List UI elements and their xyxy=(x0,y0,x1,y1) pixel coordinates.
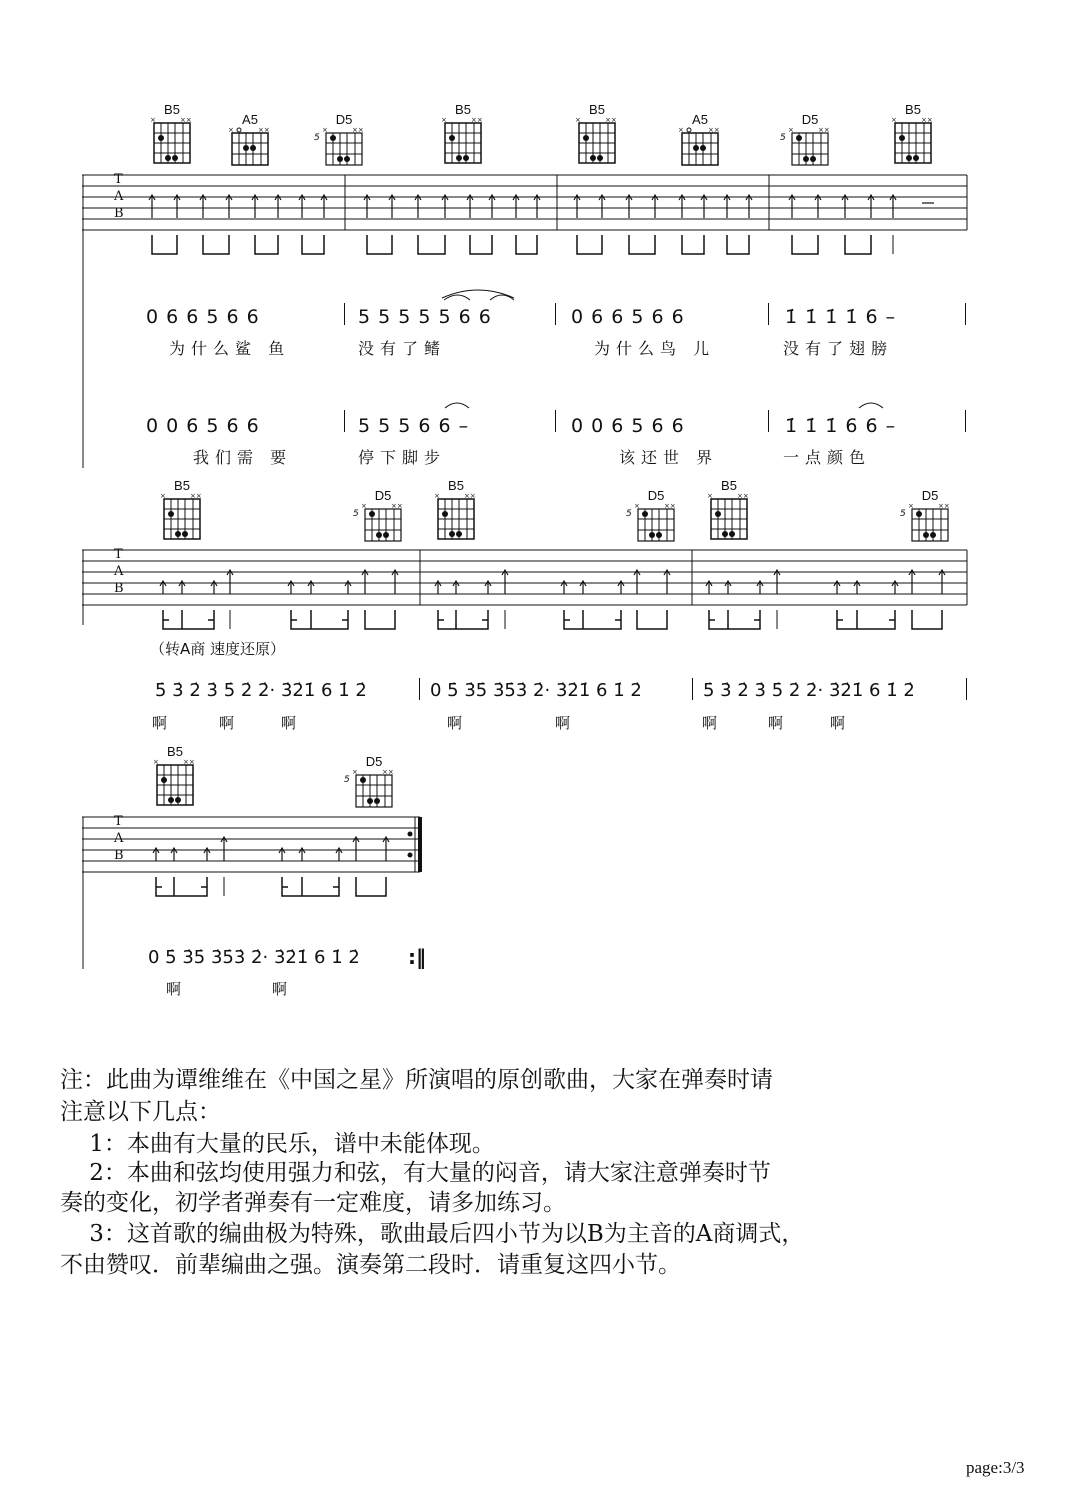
chord-diagram-b5 xyxy=(575,103,619,163)
fret-label: 5 xyxy=(344,775,350,785)
jianpu-measure: 0 6 6 5 6 6 xyxy=(571,306,684,328)
tab-letter-t: T xyxy=(114,547,123,562)
lyrics: 一点颜色 xyxy=(783,448,872,467)
svg-text:××: ×× xyxy=(382,768,394,776)
fret-label: 5 xyxy=(314,133,320,143)
tab-letter-a: A xyxy=(114,564,124,579)
notes-line: 注意以下几点： xyxy=(60,1099,221,1125)
svg-text:××: ×× xyxy=(352,126,364,134)
lyrics: 该还世 界 xyxy=(619,448,719,467)
barline xyxy=(768,410,769,432)
chord-grid-icon xyxy=(160,491,204,543)
chord-name: B5 xyxy=(174,478,190,493)
chord-name: D5 xyxy=(335,112,353,127)
slur-icon xyxy=(440,284,520,304)
chord-name: B5 xyxy=(164,102,180,117)
notes-line: 注：此曲为谭维维在《中国之星》所演唱的原创歌曲，大家在弹奏时请 xyxy=(60,1067,773,1093)
svg-text:××: ×× xyxy=(605,116,617,124)
fret-label: 5 xyxy=(626,509,632,519)
chord-diagram-b5 xyxy=(707,479,751,539)
svg-text:××: ×× xyxy=(708,126,720,134)
end-repeat-sign: :‖ xyxy=(408,945,426,969)
svg-text:×: × xyxy=(634,502,640,510)
chord-name: A5 xyxy=(692,112,708,127)
svg-text:×: × xyxy=(434,492,440,500)
lyric: 啊 xyxy=(272,980,288,998)
final-barline xyxy=(418,817,422,872)
chord-name: B5 xyxy=(721,478,737,493)
svg-text:××: ×× xyxy=(258,126,270,134)
chord-diagram-d5 xyxy=(626,488,678,549)
chord-name: B5 xyxy=(167,744,183,759)
svg-text:×: × xyxy=(678,126,684,134)
jianpu-measure: 0 0 6 5 6 6 xyxy=(146,415,259,437)
chord-name: B5 xyxy=(448,478,464,493)
svg-text:××: ×× xyxy=(938,502,950,510)
chord-grid-icon xyxy=(707,491,751,543)
tie-icon xyxy=(443,398,473,410)
chord-diagram-d5 xyxy=(344,754,396,815)
jianpu-measure: 5̇ 3̇ 2̇ 3̇ 5̇ 2̇ 2̇· 3̇2̇1̇ 6 1̇ 2̇ xyxy=(155,680,367,701)
barline xyxy=(768,303,769,325)
lyric: 啊 xyxy=(768,714,784,732)
lyric: 啊 xyxy=(219,714,235,732)
svg-text:×: × xyxy=(788,126,794,134)
svg-text:×: × xyxy=(160,492,166,500)
barline xyxy=(555,410,556,432)
svg-text:×: × xyxy=(575,116,581,124)
svg-text:××: ×× xyxy=(391,502,403,510)
jianpu-measure: 5 5 5 6 6 – xyxy=(358,415,469,437)
barline xyxy=(692,678,693,700)
svg-text:××: ×× xyxy=(190,492,202,500)
barline xyxy=(419,678,420,700)
notes-line: 2：本曲和弦均使用强力和弦，有大量的闷音，请大家注意弹奏时节 xyxy=(60,1160,771,1186)
chord-name: D5 xyxy=(801,112,819,127)
svg-text:×: × xyxy=(153,758,159,766)
chord-diagram-b5 xyxy=(441,103,485,163)
lyrics: 没有了鳍 xyxy=(358,339,447,358)
chord-name: B5 xyxy=(455,102,471,117)
svg-text:×: × xyxy=(891,116,897,124)
lyric: 啊 xyxy=(555,714,571,732)
jianpu-measure: 1̇ 1̇ 1̇ 6 6 – xyxy=(785,415,896,437)
lyrics: 停下脚步 xyxy=(358,448,447,467)
lyric: 啊 xyxy=(702,714,718,732)
barline xyxy=(344,303,345,325)
tab-letter-a: A xyxy=(114,831,124,846)
lyrics: 为什么鸟 儿 xyxy=(594,339,716,358)
chord-grid-icon xyxy=(575,115,619,167)
chord-grid-icon xyxy=(891,115,935,167)
chord-diagram-a5 xyxy=(228,113,272,173)
jianpu-measure: 0 5̇ 3̇5̇ 3̇5̇3̇ 2̇· 3̇2̇1̇ 6 1̇ 2̇ xyxy=(430,680,642,701)
svg-text:×: × xyxy=(228,126,234,134)
notes-line: 奏的变化，初学者弹奏有一定难度，请多加练习。 xyxy=(60,1190,566,1216)
notes-line: 3：这首歌的编曲极为特殊，歌曲最后四小节为以B为主音的A商调式， xyxy=(60,1221,805,1247)
lyric: 啊 xyxy=(166,980,182,998)
tab-letter-t: T xyxy=(114,814,123,829)
fret-label: 5 xyxy=(780,133,786,143)
lyrics: 我们需 要 xyxy=(193,448,293,467)
chord-diagram-d5 xyxy=(900,488,952,549)
jianpu-measure: 5 5 5 5 5 6 6 xyxy=(358,306,491,328)
chord-diagram-b5 xyxy=(434,479,478,539)
svg-text:×: × xyxy=(908,502,914,510)
tab-letter-b: B xyxy=(114,848,124,863)
jianpu-measure: 5̇ 3̇ 2̇ 3̇ 5̇ 2̇ 2̇· 3̇2̇1̇ 6 1̇ 2̇ xyxy=(703,680,915,701)
chord-grid-icon xyxy=(434,491,478,543)
key-change-annotation: （转A商 速度还原） xyxy=(150,640,286,658)
chord-diagram-a5 xyxy=(678,113,722,173)
chord-name: B5 xyxy=(905,102,921,117)
svg-text:××: ×× xyxy=(180,116,192,124)
svg-text:××: ×× xyxy=(471,116,483,124)
lyric: 啊 xyxy=(447,714,463,732)
svg-text:×: × xyxy=(707,492,713,500)
chord-diagram-b5 xyxy=(160,479,204,539)
chord-diagram-b5 xyxy=(150,103,194,163)
tab-letter-a: A xyxy=(114,189,124,204)
jianpu-measure: 0 0 6 5 6 6 xyxy=(571,415,684,437)
tab-letter-b: B xyxy=(114,581,124,596)
barline xyxy=(966,678,967,700)
fret-label: 5 xyxy=(900,509,906,519)
svg-text:×: × xyxy=(322,126,328,134)
notes-line: 1：本曲有大量的民乐，谱中未能体现。 xyxy=(60,1131,495,1157)
page-number: page:3/3 xyxy=(966,1458,1025,1477)
svg-text:×: × xyxy=(150,116,156,124)
chord-diagram-d5 xyxy=(314,112,366,173)
chord-name: D5 xyxy=(921,488,939,503)
chord-diagram-d5 xyxy=(780,112,832,173)
tab-letter-t: T xyxy=(114,172,123,187)
jianpu-measure: 0 5̇ 3̇5̇ 3̇5̇3̇ 2̇· 3̇2̇1̇ 6 1̇ 2̇ xyxy=(148,947,360,968)
tab-letter-b: B xyxy=(114,206,124,221)
fret-label: 5 xyxy=(353,509,359,519)
barline xyxy=(344,410,345,432)
lyrics: 为什么鲨 鱼 xyxy=(169,339,291,358)
chord-name: B5 xyxy=(589,102,605,117)
jianpu-measure: 1̇ 1̇ 1̇ 1̇ 6 – xyxy=(785,306,896,328)
chord-diagram-d5 xyxy=(353,488,405,549)
chord-grid-icon xyxy=(153,757,197,809)
svg-text:××: ×× xyxy=(464,492,476,500)
svg-text:××: ×× xyxy=(818,126,830,134)
chord-name: D5 xyxy=(647,488,665,503)
svg-text:×: × xyxy=(352,768,358,776)
chord-name: A5 xyxy=(242,112,258,127)
notes-line: 不由赞叹．前辈编曲之强。演奏第二段时．请重复这四小节。 xyxy=(60,1252,681,1278)
barline xyxy=(965,410,966,432)
svg-text:××: ×× xyxy=(737,492,749,500)
tie-icon xyxy=(857,398,887,410)
svg-text:×: × xyxy=(361,502,367,510)
svg-text:×: × xyxy=(441,116,447,124)
barline xyxy=(965,303,966,325)
chord-grid-icon xyxy=(150,115,194,167)
lyric: 啊 xyxy=(830,714,846,732)
jianpu-measure: 0 6 6 5 6 6 xyxy=(146,306,259,328)
svg-text:××: ×× xyxy=(664,502,676,510)
chord-diagram-b5 xyxy=(153,745,197,805)
svg-text:××: ×× xyxy=(183,758,195,766)
chord-name: D5 xyxy=(365,754,383,769)
svg-text:××: ×× xyxy=(921,116,933,124)
lyric: 啊 xyxy=(152,714,168,732)
lyric: 啊 xyxy=(281,714,297,732)
chord-name: D5 xyxy=(374,488,392,503)
chord-diagram-b5 xyxy=(891,103,935,163)
barline xyxy=(555,303,556,325)
lyrics: 没有了翅膀 xyxy=(783,339,894,358)
chord-grid-icon xyxy=(441,115,485,167)
